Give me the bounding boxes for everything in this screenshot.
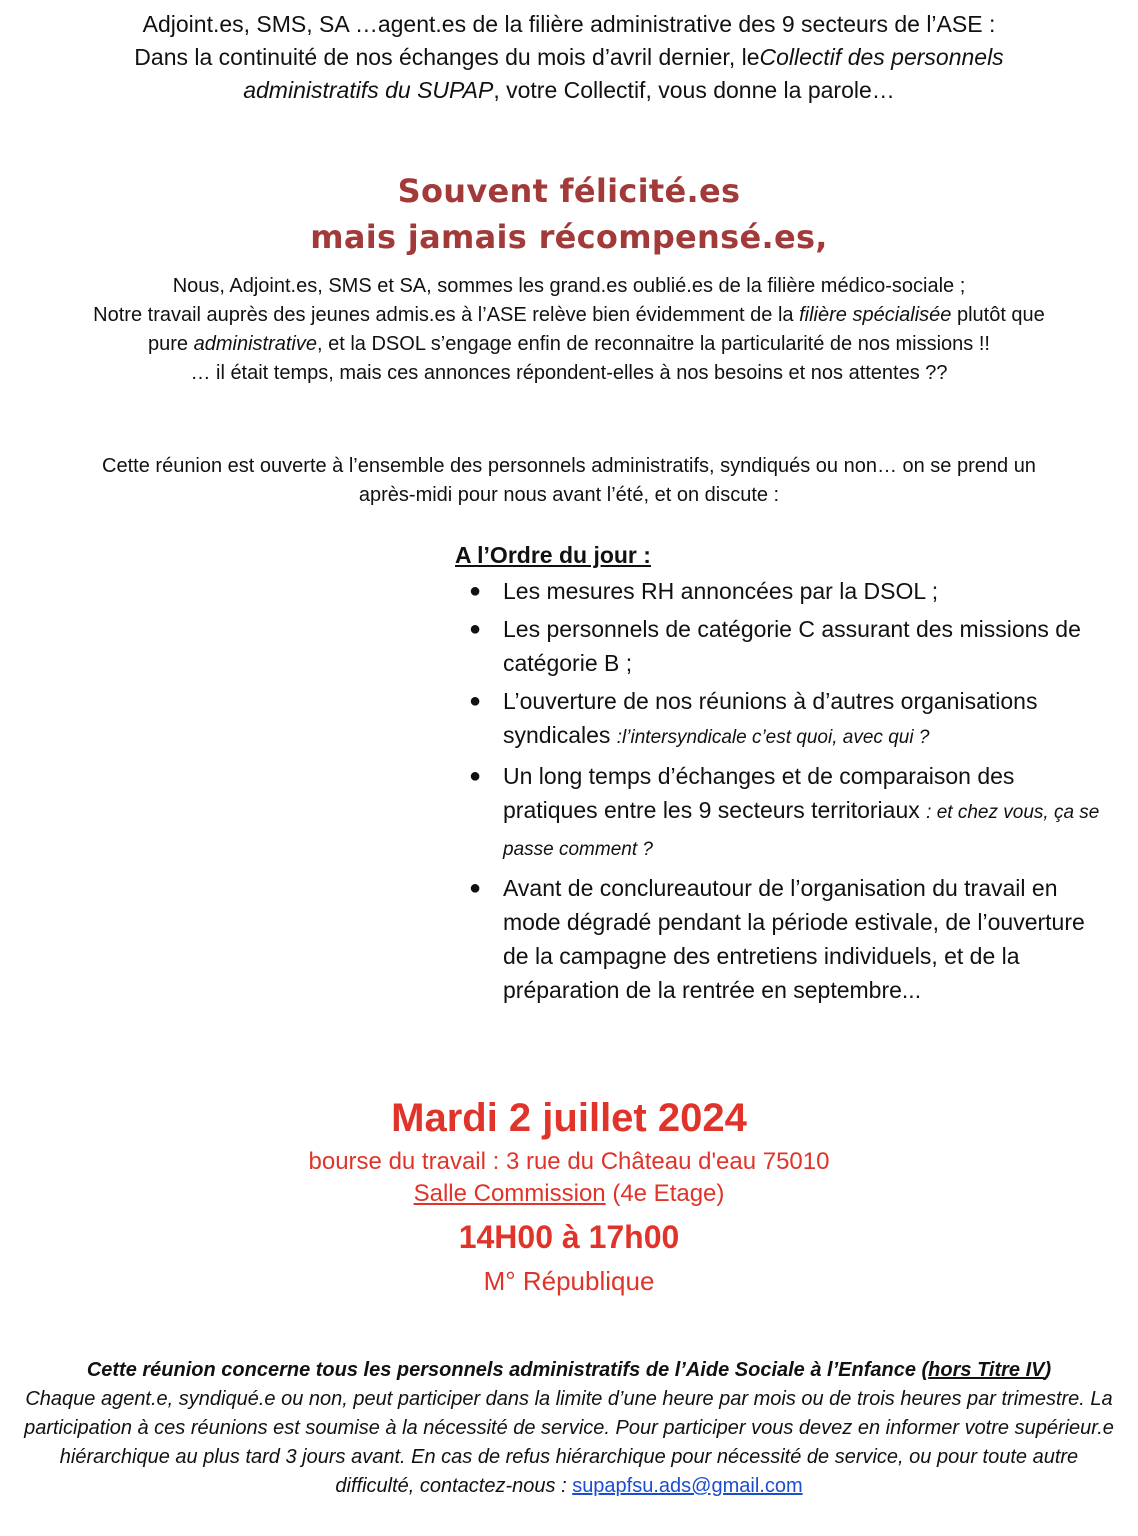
slogan-banner	[0, 168, 1138, 260]
invite-line-2: après-midi pour nous avant l’été, et on discute :	[358, 484, 780, 506]
intro-line-2	[0, 41, 1138, 74]
agenda-item	[469, 684, 1115, 755]
event-date: Mardi 2 juillet 2024	[391, 1096, 747, 1140]
context-line-1: Nous, Adjoint.es, SMS et SA, sommes les grand.es oublié.es de la filière médico-sociale ;	[172, 275, 966, 297]
filiere-specialisee: filière spécialisée	[799, 304, 952, 326]
bullet-icon: ●	[469, 580, 482, 602]
meeting-invite-paragraph	[0, 452, 1138, 510]
footer-body-text: Chaque agent.e, syndiqué.e ou non, peut participer dans la limite d’une heure par mois ou de trois heures par trimestre. La participation à ces réunions est soumise à la nécessité de service. Pour participer vous devez en informer votre supérieur.e hiérarchique au plus tard 3 jours avant. En cas de refus hiérarchique pour nécessité de service, ou pour toute autre difficulté, contactez-nous :	[24, 1388, 1114, 1497]
event-address: bourse du travail : 3 rue du Château d'eau 75010	[308, 1148, 830, 1175]
context-line-3	[0, 330, 1138, 359]
bullet-icon: ●	[469, 618, 482, 640]
agenda-item-text: Un long temps d’échanges et de comparaison des pratiques entre les 9 secteurs territoriaux	[503, 763, 1015, 823]
agenda-item-text: Les personnels de catégorie C assurant des missions de catégorie B ;	[503, 616, 1081, 676]
collectif-name-part2: administratifs du SUPAP	[243, 77, 494, 103]
agenda-item-note: :l’intersyndicale c’est quoi, avec qui ?	[616, 727, 930, 748]
intro-line-2-text: Dans la continuité de nos échanges du mois d’avril dernier, le	[134, 44, 760, 70]
bullet-icon: ●	[469, 877, 482, 899]
slogan-line-2: mais jamais récompensé.es,	[310, 218, 828, 256]
invite-line-1: Cette réunion est ouverte à l’ensemble des personnels administratifs, syndiqués ou non… on se prend un	[102, 455, 1036, 477]
footer-notice	[20, 1356, 1118, 1501]
bullet-icon: ●	[469, 765, 482, 787]
context-line-4: … il était temps, mais ces annonces répondent-elles à nos besoins et nos attentes ??	[190, 362, 948, 384]
room-name: Salle Commission	[413, 1180, 606, 1207]
footer-title-line	[20, 1356, 1118, 1385]
footer-body	[20, 1385, 1118, 1501]
collectif-name-part1: Collectif des personnels	[759, 44, 1004, 70]
context-line-2-end: plutôt que	[951, 304, 1045, 326]
slogan-line-1: Souvent félicité.es	[397, 172, 741, 210]
agenda-item-text: Les mesures RH annoncées par la DSOL ;	[503, 578, 939, 604]
intro-line-1: Adjoint.es, SMS, SA …agent.es de la filière administrative des 9 secteurs de l’ASE :	[142, 11, 996, 37]
agenda-section	[455, 538, 1115, 1011]
event-hours: 14H00 à 17h00	[458, 1219, 680, 1255]
agenda-item	[469, 574, 1115, 608]
context-line-2-text: Notre travail auprès des jeunes admis.es à l’ASE relève bien évidemment de la	[93, 304, 800, 326]
agenda-item	[469, 871, 1115, 1007]
agenda-item-text: L’ouverture de nos réunions à d’autres organisations syndicales	[503, 688, 1038, 748]
agenda-list	[455, 574, 1115, 1007]
agenda-item	[469, 759, 1115, 867]
context-line-2	[0, 301, 1138, 330]
room-floor: (4e Etage)	[605, 1180, 725, 1207]
footer-hors-titre: hors Titre IV	[928, 1359, 1045, 1381]
context-line-3-text: pure	[148, 333, 194, 355]
intro-line-3	[0, 74, 1138, 107]
agenda-title: A l’Ordre du jour :	[455, 542, 651, 568]
context-paragraph	[0, 272, 1138, 388]
footer-title: Cette réunion concerne tous les personnels administratifs de l’Aide Sociale à l’Enfance (	[86, 1359, 929, 1381]
agenda-item-text: Avant de conclureautour de l’organisation du travail en mode dégradé pendant la période estivale, de l’ouverture de la campagne des entretiens individuels, et de la préparation de la rentrée en septembre...	[503, 875, 1085, 1003]
event-room	[0, 1178, 1138, 1210]
footer-title-end: )	[1044, 1359, 1052, 1381]
context-line-3-end: , et la DSOL s’engage enfin de reconnaitre la particularité de nos missions !!	[317, 333, 990, 355]
intro-paragraph	[0, 8, 1138, 107]
administrative-italic: administrative	[193, 333, 317, 355]
intro-line-3-text: , votre Collectif, vous donne la parole…	[493, 77, 895, 103]
bullet-icon: ●	[469, 690, 482, 712]
event-metro: M° République	[483, 1266, 655, 1296]
contact-email-link[interactable]: supapfsu.ads@gmail.com	[572, 1475, 803, 1497]
agenda-item-note: : et chez vous, ça se passe comment ?	[503, 802, 1100, 860]
agenda-item	[469, 612, 1115, 680]
